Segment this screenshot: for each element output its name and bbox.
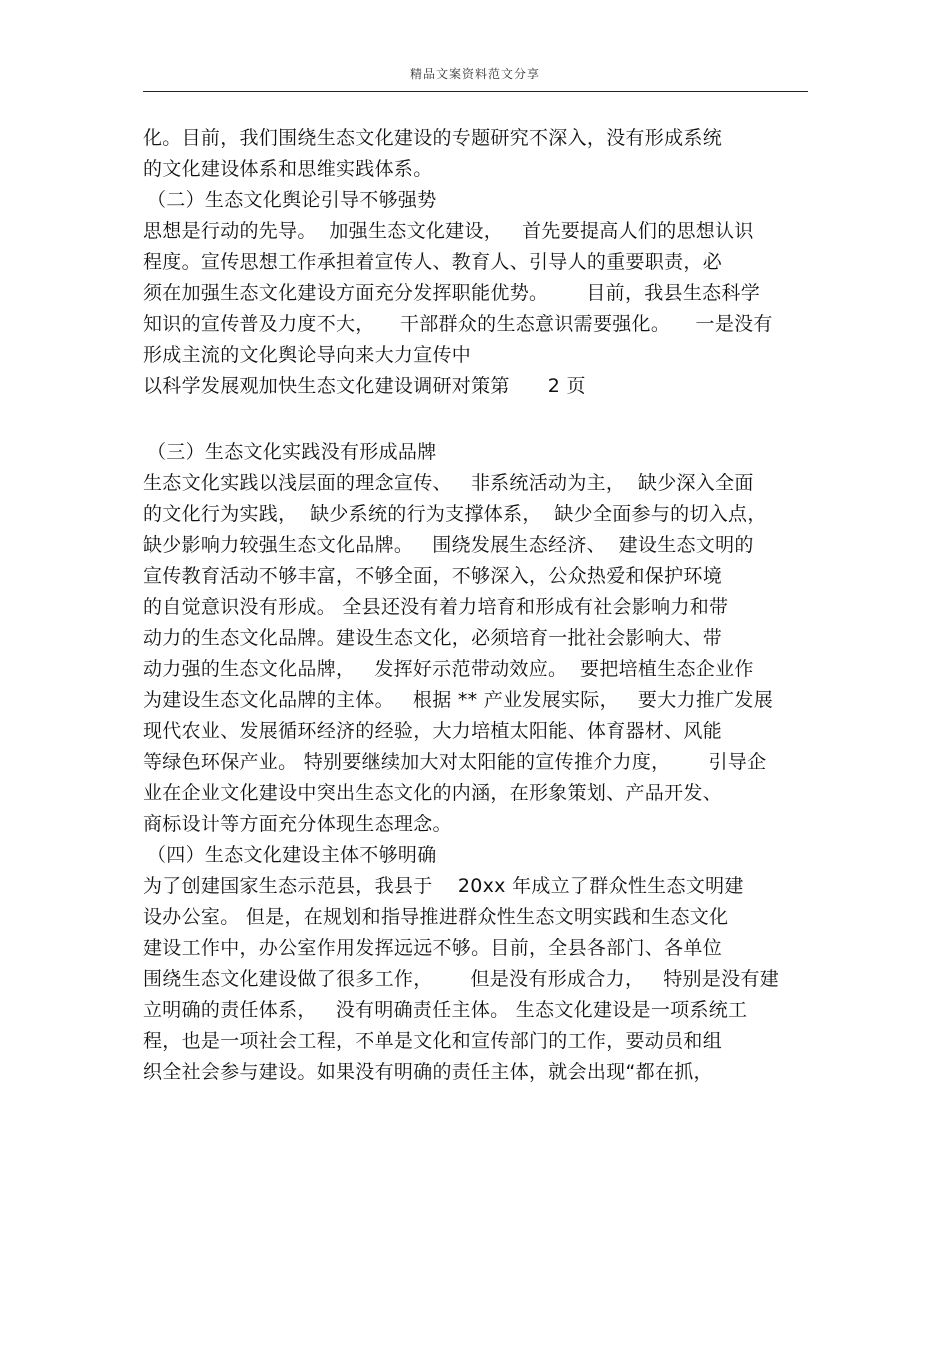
paragraph-line: 设办公室。 但是，在规划和指导推进群众性生态文明实践和生态文化 bbox=[143, 906, 729, 928]
paragraph-line: 程度。宣传思想工作承担着宣传人、教育人、引导人的重要职责，必 bbox=[143, 251, 723, 273]
header-divider bbox=[143, 91, 808, 92]
paragraph-line: 缺少影响力较强生态文化品牌。 围绕发展生态经济、 建设生态文明的 bbox=[143, 534, 754, 556]
section-gap bbox=[143, 402, 823, 437]
paragraph-line: 形成主流的文化舆论导向来大力宣传中 bbox=[143, 344, 472, 366]
paragraph-line: 化。目前，我们围绕生态文化建设的专题研究不深入，没有形成系统 bbox=[143, 127, 723, 149]
paragraph-line: 现代农业、发展循环经济的经验，大力培植太阳能、体育器材、风能 bbox=[143, 720, 723, 742]
paragraph-line: 织全社会参与建设。如果没有明确的责任主体，就会出现“都在抓， bbox=[143, 1061, 713, 1083]
paragraph-line: 的自觉意识没有形成。 全县还没有着力培育和形成有社会影响力和带 bbox=[143, 596, 729, 618]
paragraph-line: 的文化建设体系和思维实践体系。 bbox=[143, 158, 433, 180]
paragraph-line: 思想是行动的先导。 加强生态文化建设， 首先要提高人们的思想认识 bbox=[143, 220, 754, 242]
section-heading-4: （四）生态文化建设主体不够明确 bbox=[147, 844, 437, 866]
header-title: 精品文案资料范文分享 bbox=[409, 67, 540, 81]
paragraph-line: 围绕生态文化建设做了很多工作， 但是没有形成合力， 特别是没有建 bbox=[143, 968, 780, 990]
paragraph-line: 为建设生态文化品牌的主体。 根据 ** 产业发展实际， 要大力推广发展 bbox=[143, 689, 774, 711]
paragraph-line: 程，也是一项社会工程，不单是文化和宣传部门的工作，要动员和组 bbox=[143, 1030, 723, 1052]
paragraph-line: 建设工作中，办公室作用发挥远远不够。目前，全县各部门、各单位 bbox=[143, 937, 723, 959]
paragraph-line: 为了创建国家生态示范县，我县于 20xx 年成立了群众性生态文明建 bbox=[143, 875, 744, 897]
paragraph-line: 商标设计等方面充分体现生态理念。 bbox=[143, 813, 452, 835]
document-body bbox=[143, 123, 823, 1088]
paragraph-line: 动力强的生态文化品牌， 发挥好示范带动效应。 要把培植生态企业作 bbox=[143, 658, 754, 680]
page-header bbox=[0, 66, 950, 82]
paragraph-line: 须在加强生态文化建设方面充分发挥职能优势。 目前，我县生态科学 bbox=[143, 282, 761, 304]
paragraph-line: 宣传教育活动不够丰富，不够全面，不够深入，公众热爱和保护环境 bbox=[143, 565, 723, 587]
paragraph-line: 知识的宣传普及力度不大， 干部群众的生态意识需要强化。 一是没有 bbox=[143, 313, 773, 335]
paragraph-line: 动力的生态文化品牌。建设生态文化，必须培育一批社会影响大、带 bbox=[143, 627, 723, 649]
paragraph-line: 的文化行为实践， 缺少系统的行为支撑体系， 缺少全面参与的切入点， bbox=[143, 503, 767, 525]
paragraph-line: 立明确的责任体系， 没有明确责任主体。 生态文化建设是一项系统工 bbox=[143, 999, 748, 1021]
page-marker: 以科学发展观加快生态文化建设调研对策第 2 页 bbox=[143, 375, 586, 397]
section-heading-2: （二）生态文化舆论引导不够强势 bbox=[147, 189, 437, 211]
paragraph-line: 等绿色环保产业。 特别要继续加大对太阳能的宣传推介力度， 引导企 bbox=[143, 751, 767, 773]
paragraph-line: 生态文化实践以浅层面的理念宣传、 非系统活动为主， 缺少深入全面 bbox=[143, 472, 754, 494]
section-heading-3: （三）生态文化实践没有形成品牌 bbox=[147, 441, 437, 463]
paragraph-line: 业在企业文化建设中突出生态文化的内涵，在形象策划、产品开发、 bbox=[143, 782, 723, 804]
